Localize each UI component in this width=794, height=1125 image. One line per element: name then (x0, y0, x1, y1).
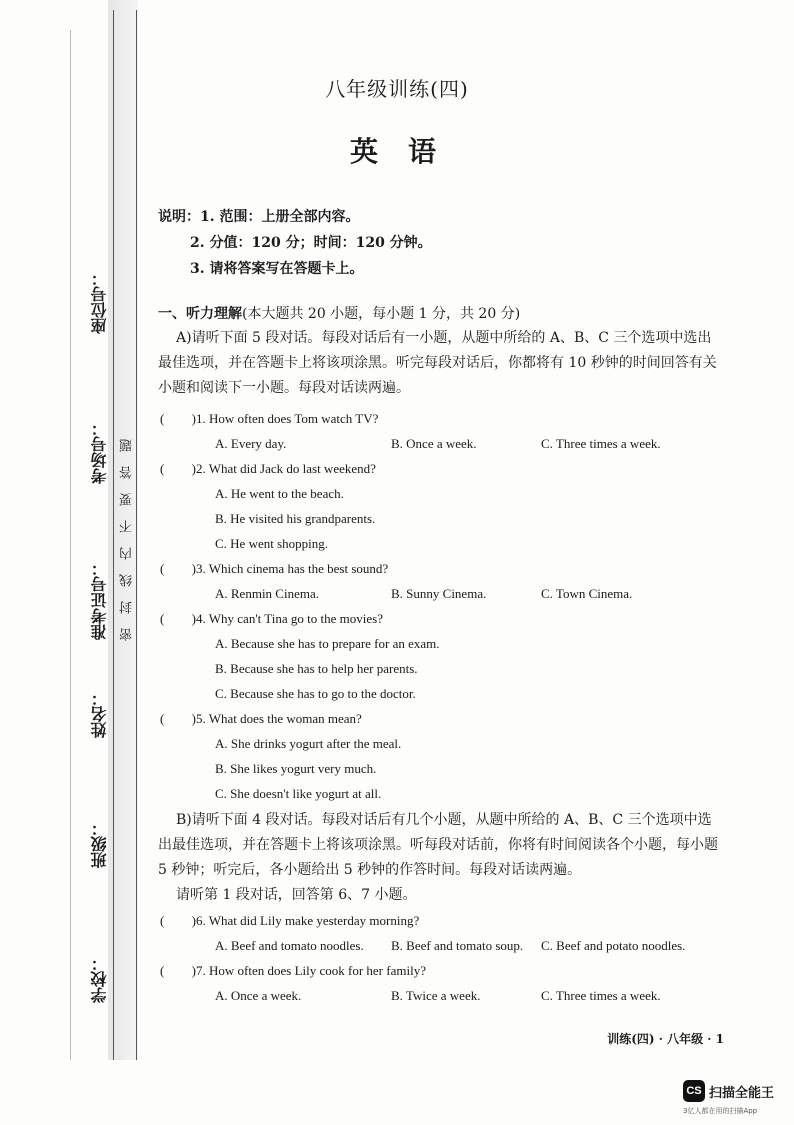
class-field: 班级： (90, 820, 109, 868)
exam-room-field: 考场号： (90, 420, 109, 484)
exam-title: 八年级训练(四) (325, 77, 469, 101)
option-7a: A. Once a week. (215, 988, 302, 1003)
note-item: 1. 范围：上册全部内容。 (200, 209, 360, 225)
seal-line-text: 密封线内不要答题 (120, 425, 135, 641)
part-a-instructions: A)请听下面 5 段对话。每段对话后有一小题，从题中所给的 A、B、C 三个选项中选出最佳选项，并在答题卡上将该项涂黑。听完每段对话后，你都将有 10 秒钟的时间回答有关小题和阅读下一小题。每段对话读两遍。 (158, 330, 717, 396)
question-3: ( )3. Which cinema has the best sound? (160, 561, 388, 577)
question-1: ( )1. How often does Tom watch TV? (160, 411, 378, 427)
option-1b: B. Once a week. (391, 436, 477, 451)
option-3a: A. Renmin Cinema. (215, 586, 319, 601)
option-6a: A. Beef and tomato noodles. (215, 938, 364, 953)
option-4c: C. Because she has to go to the doctor. (215, 686, 416, 701)
option-6b: B. Beef and tomato soup. (391, 938, 524, 953)
note-item: 3. 请将答案写在答题卡上。 (190, 261, 364, 277)
option-2b: B. He visited his grandparents. (215, 511, 376, 526)
page-footer: 训练(四) · 八年级 · 1 (607, 1032, 724, 1046)
page-edge-line (70, 30, 71, 1060)
option-5b: B. She likes yogurt very much. (215, 761, 377, 776)
option-3b: B. Sunny Cinema. (391, 586, 487, 601)
question-2: ( )2. What did Jack do last weekend? (160, 461, 376, 477)
seat-number-field: 座位号： (90, 270, 109, 334)
admission-number-field: 准考证号： (90, 560, 109, 640)
watermark-app-name: 扫描全能王 (709, 1086, 775, 1101)
option-4b: B. Because she has to help her parents. (215, 661, 418, 676)
notes-label: 说明：1. 范围：上册全部内容。 (158, 209, 360, 225)
watermark-tagline: 3亿人都在用的扫描App (683, 1107, 758, 1115)
dialogue-1-instruction: 请听第 1 段对话，回答第 6、7 小题。 (176, 887, 417, 903)
option-1c: C. Three times a week. (541, 436, 661, 451)
question-4: ( )4. Why can't Tina go to the movies? (160, 611, 383, 627)
name-field: 姓名： (90, 690, 109, 738)
option-2c: C. He went shopping. (215, 536, 329, 551)
option-5a: A. She drinks yogurt after the meal. (215, 736, 402, 751)
option-4a: A. Because she has to prepare for an exam. (215, 636, 440, 651)
option-2a: A. He went to the beach. (215, 486, 344, 501)
option-5c: C. She doesn't like yogurt at all. (215, 786, 382, 801)
note-item: 2. 分值：120 分；时间：120 分钟。 (190, 235, 432, 251)
part-b-instructions: B)请听下面 4 段对话。每段对话后有几个小题，从题中所给的 A、B、C 三个选项中选出最佳选项，并在答题卡上将该项涂黑。听每段对话前，你将有时间阅读各个小题，每小题 5 秒钟；听完后，各小题给出 5 秒钟的作答时间。每段对话读两遍。 (158, 812, 718, 878)
option-6c: C. Beef and potato noodles. (541, 938, 686, 953)
section-heading: 一、听力理解(本大题共 20 小题，每小题 1 分，共 20 分) (158, 306, 521, 322)
question-6: ( )6. What did Lily make yesterday morning? (160, 913, 419, 929)
option-3c: C. Town Cinema. (541, 586, 633, 601)
school-field: 学校： (90, 955, 109, 1003)
option-7c: C. Three times a week. (541, 988, 661, 1003)
scanner-watermark (683, 1080, 793, 1120)
question-5: ( )5. What does the woman mean? (160, 711, 362, 727)
subject-title: 英语 (349, 135, 466, 168)
question-7: ( )7. How often does Lily cook for her family? (160, 963, 426, 979)
camscanner-logo-icon: CS (683, 1080, 705, 1102)
option-7b: B. Twice a week. (391, 988, 481, 1003)
option-1a: A. Every day. (215, 436, 287, 451)
